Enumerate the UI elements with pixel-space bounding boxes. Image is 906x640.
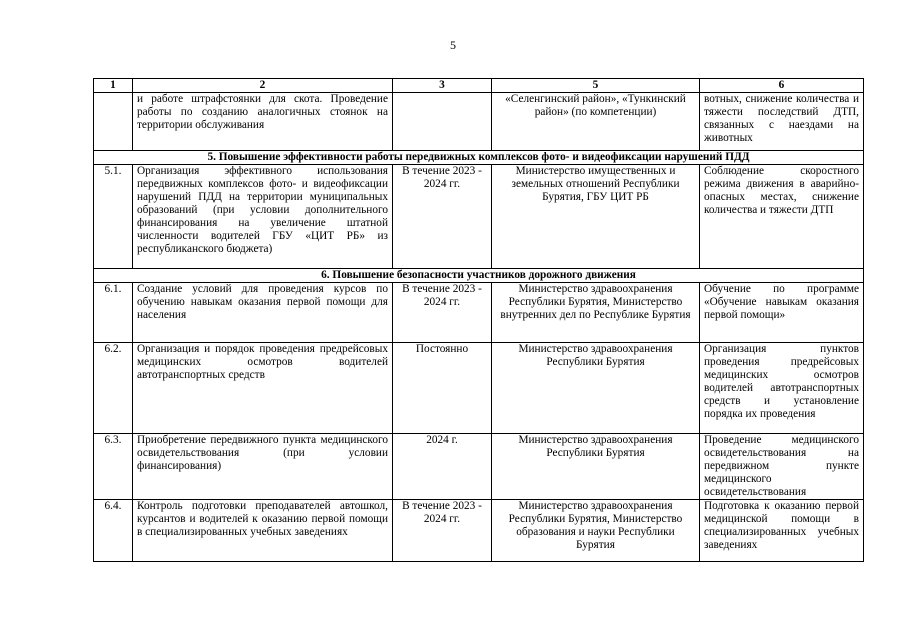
row-result: Подготовка к оказанию первой медицинской помощи в специализированных учебных заведениях [700,500,864,562]
row-activity: и работе штрафстоянки для скота. Проведение работы по созданию аналогичных стоянок на территории обслуживания [133,93,393,151]
row-activity: Организация эффективного использования передвижных комплексов фото- и видеофиксации нарушений ПДД на территории муниципальных образований (при условии дополнительного финансирования на увеличение штатной численности водителей ГБУ «ЦИТ РБ» из республиканского бюджета) [133,165,393,269]
row-number [94,93,133,151]
row-executors: Министерство здравоохранения Республики Бурятия, Министерство образования и науки Республики Бурятия [492,500,700,562]
page-number: 5 [450,38,456,52]
row-term: 2024 г. [393,434,492,500]
row-activity: Создание условий для проведения курсов по обучению навыкам оказания первой помощи для населения [133,283,393,343]
table-row [94,93,864,151]
row-term: Постоянно [393,343,492,434]
row-result: Соблюдение скоростного режима движения в аварийно-опасных местах, снижение количества и тяжести ДТП [700,165,864,269]
row-activity: Контроль подготовки преподавателей автошкол, курсантов и водителей к оказанию первой помощи в специализированных учебных заведениях [133,500,393,562]
header-col-6: 6 [700,79,864,93]
table-row [94,283,864,343]
table-row [94,434,864,500]
header-col-3: 3 [393,79,492,93]
row-term: В течение 2023 - 2024 гг. [393,500,492,562]
header-col-5: 5 [492,79,700,93]
row-term: В течение 2023 - 2024 гг. [393,283,492,343]
table-row [94,343,864,434]
row-executors: Министерство здравоохранения Республики Бурятия [492,434,700,500]
section-title: 5. Повышение эффективности работы передвижных комплексов фото- и видеофиксации нарушений ПДД [94,151,864,165]
row-term [393,93,492,151]
row-number: 6.2. [94,343,133,434]
row-number: 6.1. [94,283,133,343]
table-header-row [94,79,864,93]
table-row [94,165,864,269]
row-executors: Министерство имущественных и земельных отношений Республики Бурятия, ГБУ ЦИТ РБ [492,165,700,269]
row-number: 6.4. [94,500,133,562]
row-result: вотных, снижение количества и тяжести последствий ДТП, связанных с наездами на животных [700,93,864,151]
row-number: 6.3. [94,434,133,500]
section-row [94,151,864,165]
row-activity: Приобретение передвижного пункта медицинского освидетельствования (при условии финансирования) [133,434,393,500]
row-term: В течение 2023 - 2024 гг. [393,165,492,269]
section-row [94,269,864,283]
row-executors: «Селенгинский район», «Тункинский район» (по компетенции) [492,93,700,151]
row-result: Обучение по программе «Обучение навыкам оказания первой помощи» [700,283,864,343]
row-number: 5.1. [94,165,133,269]
table-row [94,500,864,562]
header-col-2: 2 [133,79,393,93]
row-result: Проведение медицинского освидетельствования на передвижном пункте медицинского освидетельствования [700,434,864,500]
row-result: Организация пунктов проведения предрейсовых медицинских осмотров водителей автотранспортных средств и установление порядка их проведения [700,343,864,434]
row-executors: Министерство здравоохранения Республики Бурятия [492,343,700,434]
measures-table [93,78,864,562]
section-title: 6. Повышение безопасности участников дорожного движения [94,269,864,283]
header-col-1: 1 [94,79,133,93]
row-executors: Министерство здравоохранения Республики Бурятия, Министерство внутренних дел по Республике Бурятия [492,283,700,343]
row-activity: Организация и порядок проведения предрейсовых медицинских осмотров водителей автотранспортных средств [133,343,393,434]
